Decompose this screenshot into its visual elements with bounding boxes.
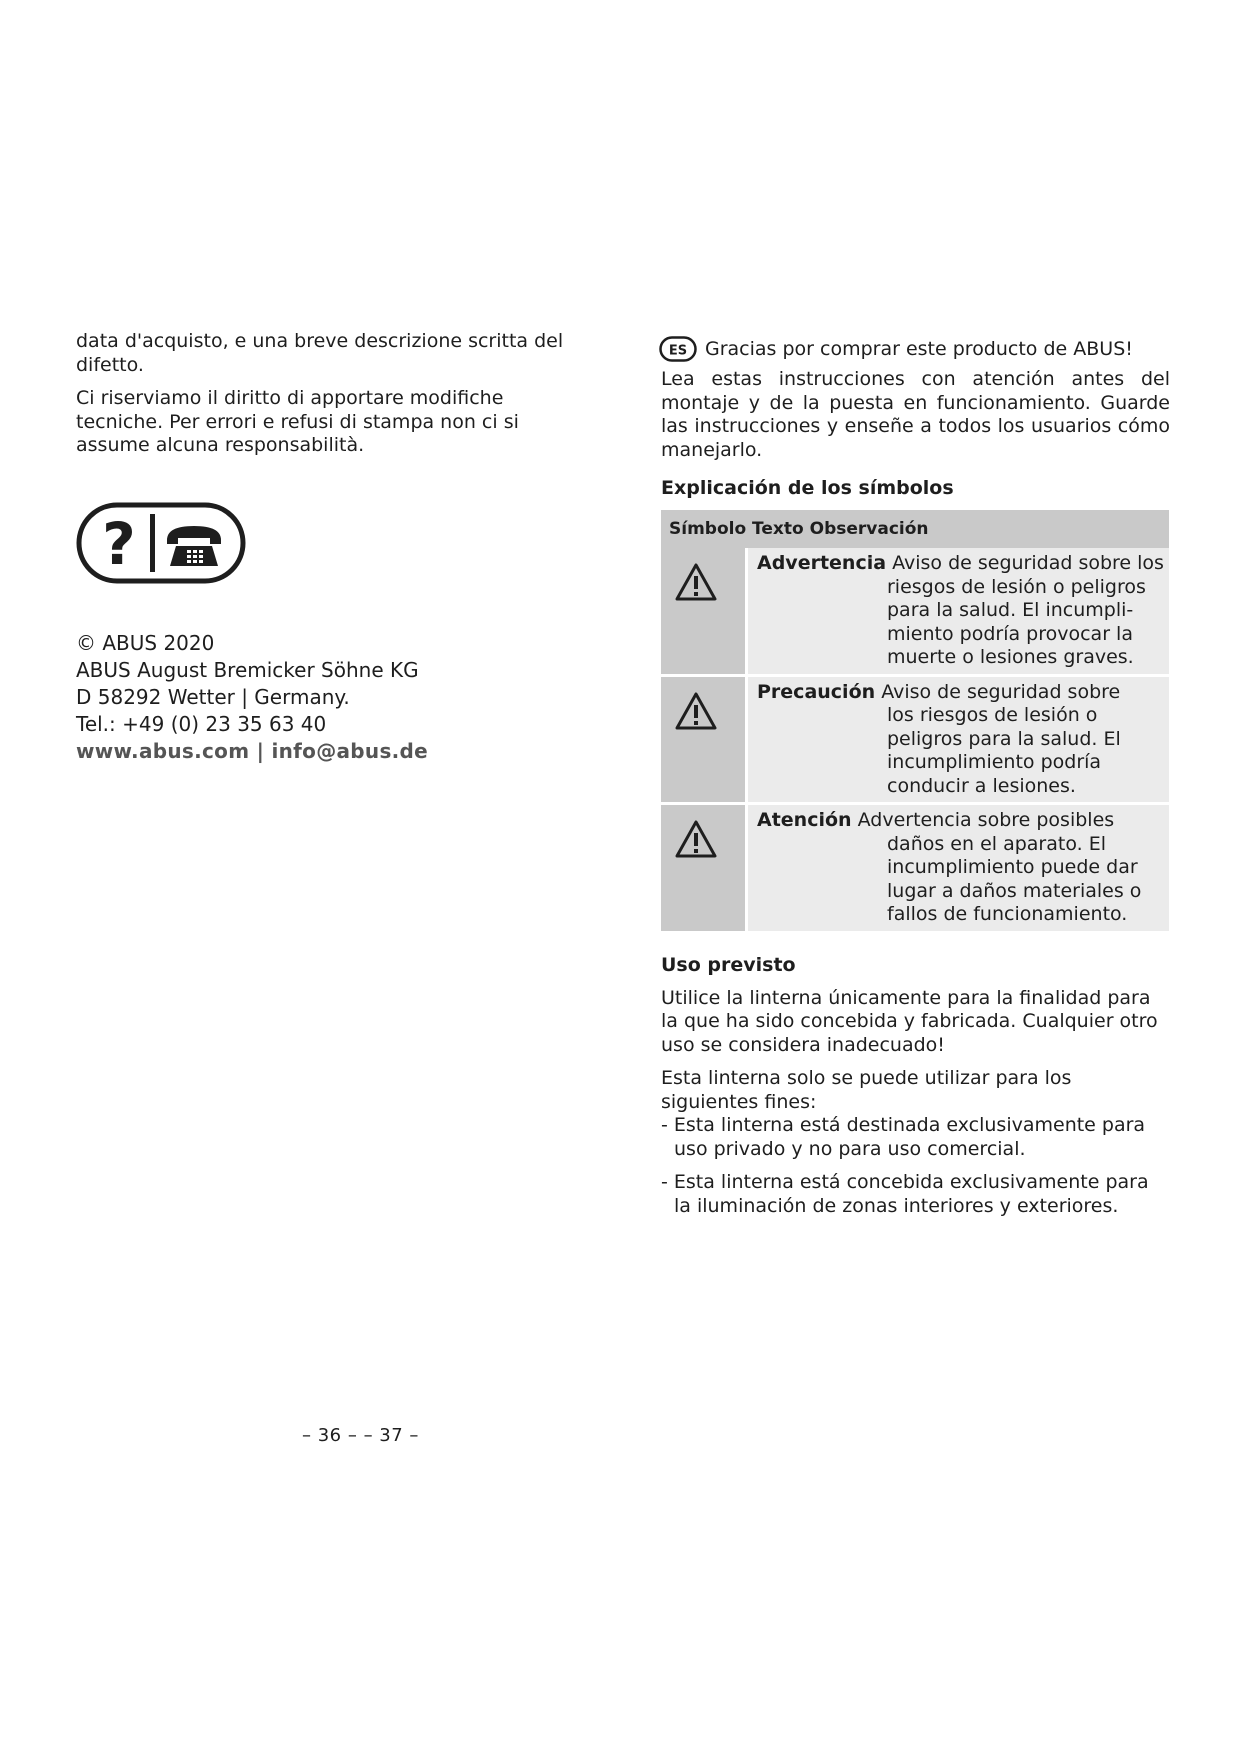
right-column	[661, 336, 1170, 1228]
symbols-table-header: Símbolo Texto Observación	[661, 510, 1169, 548]
intended-use-heading: Uso previsto	[661, 953, 796, 976]
allowed-uses-list	[661, 1114, 1170, 1218]
symbol-description	[747, 804, 1170, 931]
lang-badge-text: ES	[668, 343, 688, 359]
symbol-description	[747, 548, 1170, 675]
web-links[interactable]: www.abus.com | info@abus.de	[76, 738, 429, 763]
term-attention: Atención	[757, 809, 852, 831]
symbol-cell	[661, 548, 747, 675]
list-item: - Esta linterna está concebida exclusivamente para la iluminación de zonas interiores y exteriores.	[661, 1171, 1149, 1217]
table-row	[661, 675, 1169, 804]
intended-use-paragraph: Utilice la linterna únicamente para la finalidad para la que ha sido concebida y fabricada. Cualquier otro uso se considera inadecuado!	[661, 986, 1158, 1056]
address: D 58292 Wetter | Germany.	[76, 684, 350, 709]
term-caution: Precaución	[757, 680, 876, 703]
description-first: Aviso de seguridad sobre los	[892, 552, 1164, 574]
symbol-cell	[661, 675, 747, 804]
company-name: ABUS August Bremicker Söhne KG	[76, 657, 419, 682]
disclaimer-paragraph: Ci riserviamo il diritto di apportare modifiche tecniche. Per errori e refusi di stampa non ci si assume alcuna responsabilità.	[76, 387, 519, 456]
phone: Tel.: +49 (0) 23 35 63 40	[76, 711, 327, 736]
warranty-paragraph: data d'acquisto, e una breve descrizione scritta del difetto.	[76, 330, 564, 376]
page-numbers: – 36 – – 37 –	[302, 1425, 419, 1446]
description-first: Aviso de seguridad sobre	[881, 680, 1121, 703]
symbol-description	[747, 675, 1170, 804]
description-first: Advertencia sobre posibles	[857, 809, 1115, 831]
symbols-heading: Explicación de los símbolos	[661, 477, 954, 499]
contact-block	[76, 630, 596, 765]
term-warning: Advertencia	[757, 552, 887, 574]
support-phone-icon	[76, 502, 246, 584]
description-rest: los riesgos de lesión o peligros para la salud. El incumplimiento podría conducir a lesiones.	[887, 704, 1121, 797]
svg-text:?: ?	[102, 509, 136, 578]
list-item: - Esta linterna está destinada exclusivamente para uso privado y no para uso comercial.	[661, 1114, 1146, 1160]
description-rest: riesgos de lesión o peligros para la salud. El incumpli-miento podría provocar la muerte o lesiones graves.	[887, 575, 1146, 668]
intro-body: Lea estas instrucciones con atención antes del montaje y de la puesta en funcionamiento. Guarde las instrucciones y enseñe a todos los usuarios cómo manejarlo.	[661, 368, 1170, 461]
left-column	[76, 330, 596, 765]
table-row	[661, 548, 1169, 675]
warning-triangle-icon	[674, 562, 718, 602]
language-es-badge-icon	[659, 336, 697, 362]
symbols-table	[661, 510, 1169, 931]
warning-triangle-icon	[674, 691, 718, 731]
table-row	[661, 804, 1169, 931]
description-rest: daños en el aparato. El incumplimiento puede dar lugar a daños materiales o fallos de funcionamiento.	[887, 832, 1142, 925]
intro-line	[661, 336, 1170, 362]
warning-triangle-icon	[674, 819, 718, 859]
copyright: © ABUS 2020	[76, 630, 215, 655]
intro-title: Gracias por comprar este producto de ABUS!	[705, 338, 1133, 360]
symbol-cell	[661, 804, 747, 931]
allowed-uses-intro: Esta linterna solo se puede utilizar para los siguientes fines:	[661, 1067, 1072, 1113]
